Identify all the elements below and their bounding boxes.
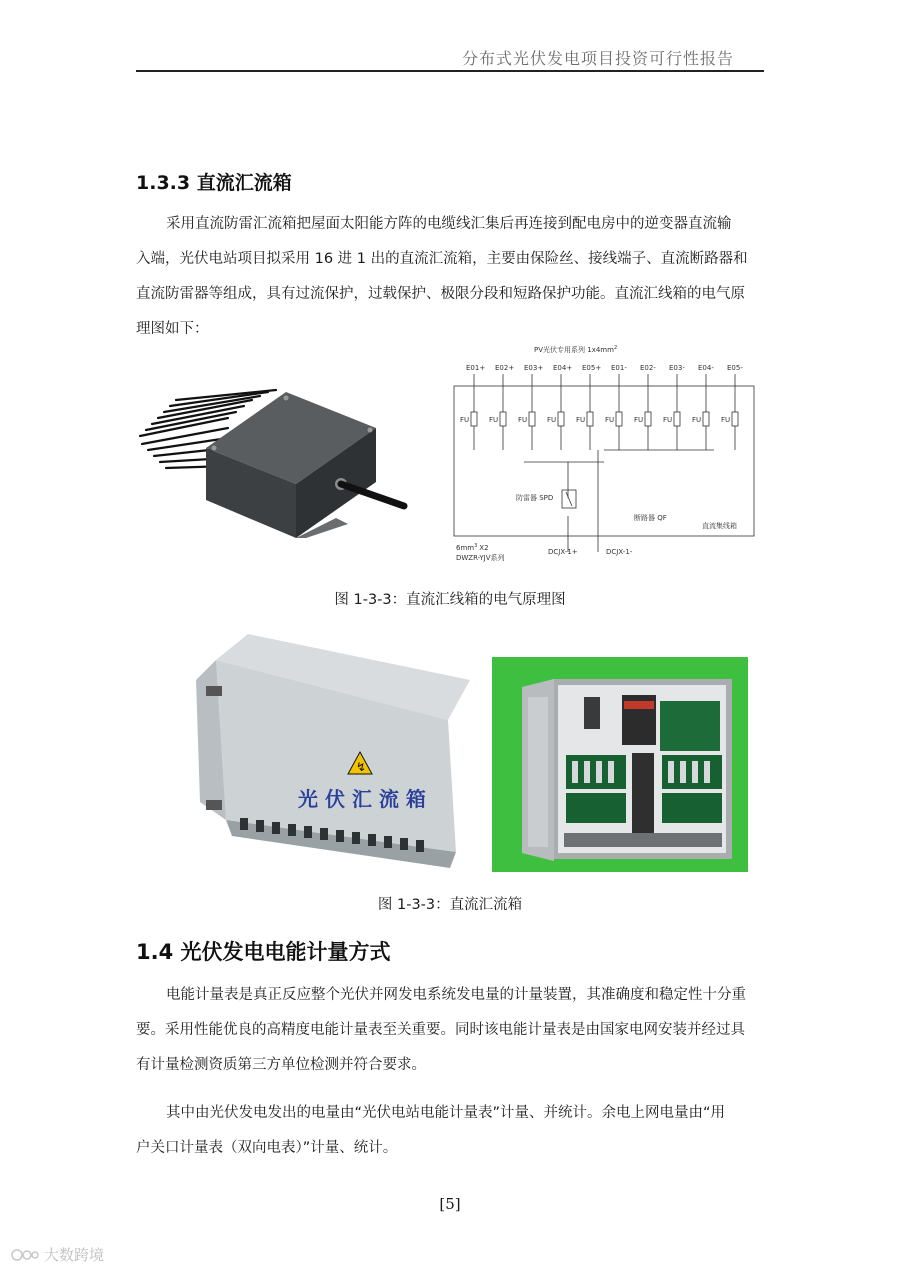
fuse-label: FU [634,416,644,424]
fuse-label: FU [663,416,673,424]
paragraph-line: 户关口计量表（双向电表）”计量、统计。 [136,1140,398,1156]
paragraph-line: 采用直流防雷汇流箱把屋面太阳能方阵的电缆线汇集后再连接到配电房中的逆变器直流输 [166,216,732,232]
section-heading-1-4: 1.4 光伏发电电能计量方式 [136,940,391,964]
fuse-symbol [645,412,651,426]
fuse-symbol [703,412,709,426]
fuse-symbol [587,412,593,426]
schematic-input-label: E01- [611,364,627,372]
watermark-text: 大数跨境 [44,1246,105,1264]
black-combiner-box-image [136,388,416,538]
fuse-symbol [529,412,535,426]
gray-combiner-box-image [196,630,476,872]
fuse-symbol [471,412,477,426]
fuse-label: FU [547,416,557,424]
section-1-3-3-paragraph [136,207,764,347]
schematic-input-label: E03+ [524,364,544,372]
schematic-input-label: E05+ [582,364,602,372]
spd-label: 防雷器 SPD [516,494,554,502]
schematic-input-label: E01+ [466,364,486,372]
fuse-label: FU [605,416,615,424]
schematic-cable-label: PV光伏专用系列 $1x4mm^2$ [534,345,618,354]
schematic-input-label: E04+ [553,364,573,372]
fuse-symbol [674,412,680,426]
section-1-4-paragraph-2 [136,1096,764,1166]
schematic-input-label: E03- [669,364,685,372]
paragraph-line: 电能计量表是真正反应整个光伏并网发电系统发电量的计量装置，其准确度和稳定性十分重 [166,987,746,1003]
schematic-input-label: E02- [640,364,656,372]
breaker-label: 断路器 QF [634,514,667,522]
paragraph-line: 有计量检测资质第三方单位检测并符合要求。 [136,1057,426,1073]
paragraph-line: 入端，光伏电站项目拟采用 16 进 1 出的直流汇流箱，主要由保险丝、接线端子、直流断路器和 [136,251,748,267]
electrical-schematic [444,340,764,570]
fuse-symbol [500,412,506,426]
fuse-symbol [616,412,622,426]
fuse-label: FU [489,416,499,424]
figure-caption-schematic: 图 1-3-3：直流汇线箱的电气原理图 [334,592,566,608]
paragraph-line: 其中由光伏发电发出的电量由“光伏电站电能计量表”计量、并统计。余电上网电量由“用 [166,1105,726,1121]
schematic-input-label: E05- [727,364,743,372]
figure-caption-combiner-box: 图 1-3-3：直流汇流箱 [377,897,523,913]
schematic-input-label: E04- [698,364,714,372]
fuse-label: FU [692,416,702,424]
paragraph-line: 要。采用性能优良的高精度电能计量表至关重要。同时该电能计量表是由国家电网安装并经过具 [136,1022,745,1038]
fuse-label: FU [576,416,586,424]
out-plus-label: DCJX-1+ [548,548,578,556]
out-cable-type: DWZR-YJV系列 [456,554,505,562]
page-header-title: 分布式光伏发电项目投资可行性报告 [461,49,734,68]
paragraph-line: 直流防雷器等组成，具有过流保护，过载保护、极限分段和短路保护功能。直流汇线箱的电气原 [136,286,745,302]
watermark [10,1244,104,1265]
fuse-symbol [558,412,564,426]
fuse-label: FU [460,416,470,424]
fuse-symbol [732,412,738,426]
combiner-box-label: 光 伏 汇 流 箱 [298,787,426,811]
fuse-label: FU [721,416,731,424]
svg-text:↯: ↯ [356,760,367,774]
schematic-input-label: E02+ [495,364,515,372]
header-rule [136,70,764,72]
watermark-logo-icon [10,1247,40,1263]
out-minus-label: DCJX-1- [606,548,633,556]
page-number: [5] [439,1195,461,1213]
out-cable-label: $6mm^3$ X2 [456,543,489,552]
box-label: 直流集线箱 [702,522,737,530]
fuse-label: FU [518,416,528,424]
open-combiner-box-image [492,657,748,872]
section-1-4-paragraph-1 [136,978,764,1083]
paragraph-line: 理图如下： [136,321,209,337]
section-heading-1-3-3: 1.3.3 直流汇流箱 [136,172,292,194]
